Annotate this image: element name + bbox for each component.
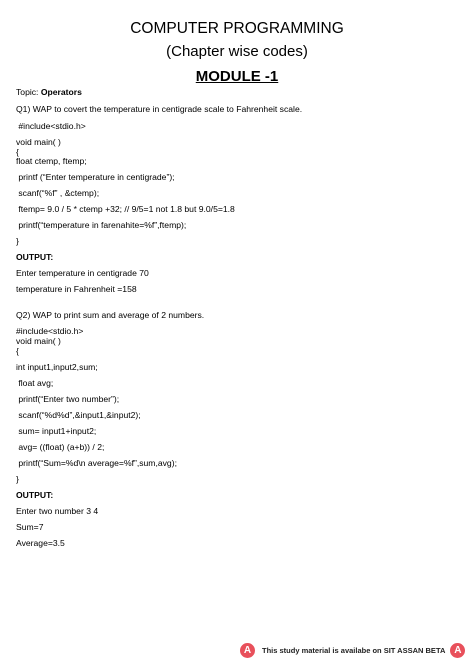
module-heading: MODULE -1 — [195, 68, 279, 85]
brand-logo-icon: A — [240, 643, 255, 658]
code-line: void main( ) — [16, 336, 61, 346]
output-line: temperature in Fahrenheit =158 — [16, 284, 137, 294]
code-line: } — [16, 474, 19, 484]
code-line: sum= input1+input2; — [16, 426, 97, 436]
topic-label: Topic: — [16, 87, 41, 97]
code-line: { — [16, 346, 19, 356]
code-line: void main( ) — [16, 137, 61, 147]
code-line: #include<stdio.h> — [16, 121, 86, 131]
code-line: scanf(“%d%d”,&input1,&input2); — [16, 410, 141, 420]
q2-question: Q2) WAP to print sum and average of 2 numbers. — [16, 310, 205, 320]
code-line: avg= ((float) (a+b)) / 2; — [16, 442, 105, 452]
topic-value: Operators — [40, 87, 82, 97]
footer-banner[interactable] — [240, 641, 465, 659]
code-line: { — [16, 147, 19, 157]
page-title: COMPUTER PROGRAMMING — [130, 20, 344, 37]
code-line: } — [16, 236, 19, 246]
brand-logo-icon: A — [450, 643, 465, 658]
code-line: printf (“Enter temperature in centigrade”); — [16, 172, 175, 182]
output-line: Average=3.5 — [16, 538, 65, 548]
code-line: printf(“Sum=%d\n average=%f”,sum,avg); — [16, 458, 177, 468]
code-line: float ctemp, ftemp; — [16, 156, 87, 166]
topic-line — [16, 87, 82, 98]
output-label: OUTPUT: — [16, 252, 54, 262]
code-line: ftemp= 9.0 / 5 * ctemp +32; // 9/5=1 not 1.8 but 9.0/5=1.8 — [16, 204, 235, 214]
code-line: float avg; — [16, 378, 54, 388]
code-line: printf(“Enter two number”); — [16, 394, 120, 404]
output-label: OUTPUT: — [16, 490, 54, 500]
code-line: scanf(“%f” , &ctemp); — [16, 188, 100, 198]
q1-question: Q1) WAP to covert the temperature in centigrade scale to Fahrenheit scale. — [16, 104, 303, 114]
output-line: Enter temperature in centigrade 70 — [16, 268, 149, 278]
code-line: #include<stdio.h> — [16, 326, 84, 336]
code-line: printf(“temperature in farenahite=%f”,ftemp); — [16, 220, 187, 230]
output-line: Enter two number 3 4 — [16, 506, 99, 516]
page-subtitle: (Chapter wise codes) — [166, 43, 308, 60]
output-line: Sum=7 — [16, 522, 44, 532]
footer-text: This study material is availabe on SIT ASSAN BETA — [262, 645, 446, 655]
code-line: int input1,input2,sum; — [16, 362, 98, 372]
